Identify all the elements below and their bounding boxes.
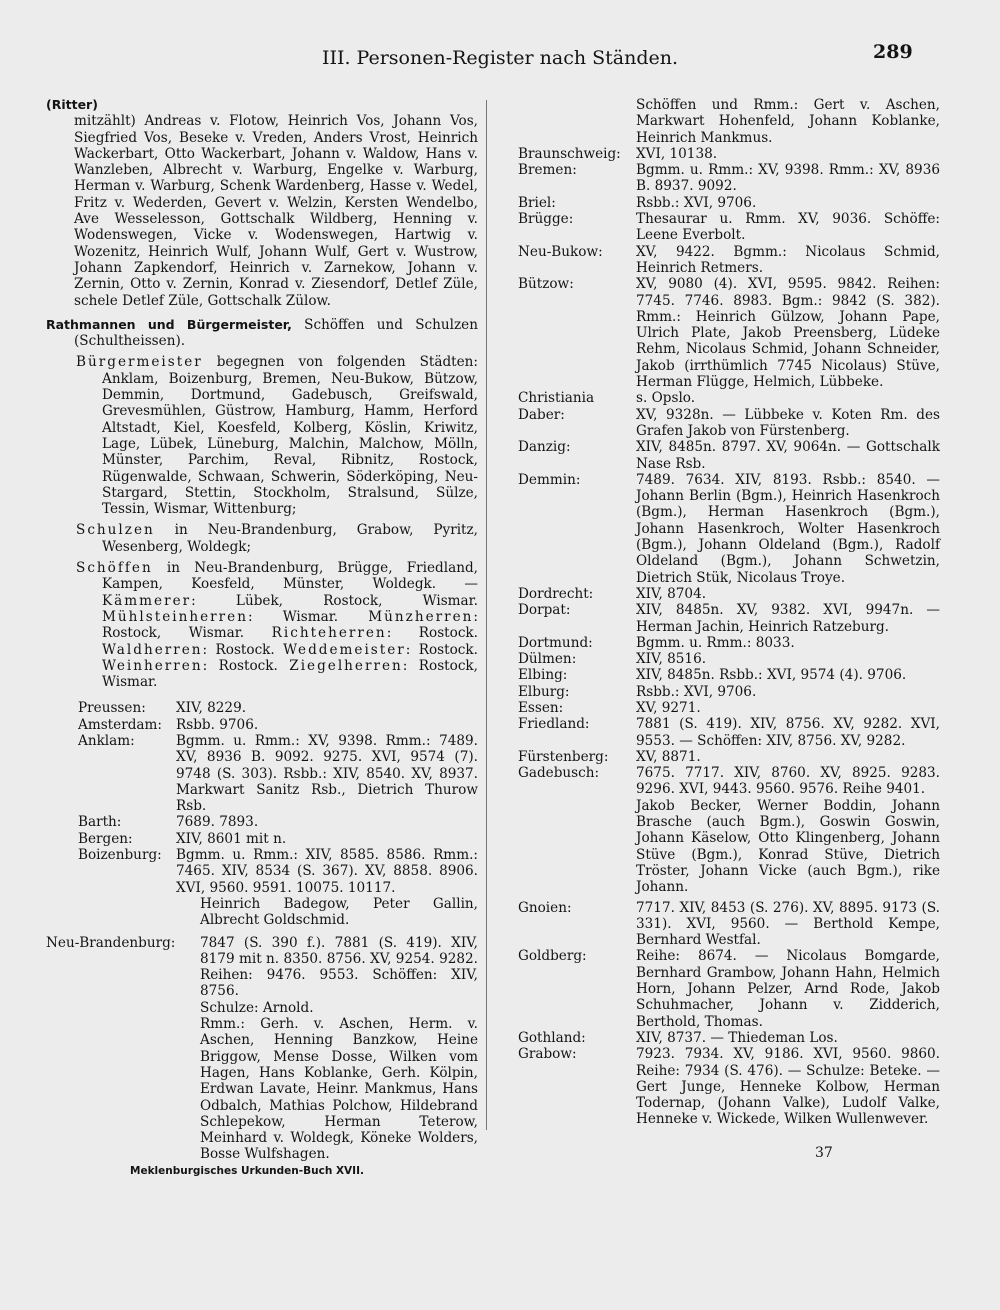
city-entry (518, 244, 940, 277)
city-name: Gothland: (518, 1029, 586, 1046)
city-entry (518, 146, 940, 162)
schulzen-paragraph (76, 522, 478, 555)
city-entry (46, 814, 478, 830)
rathmannen-heading (46, 317, 478, 350)
weddemeister-text: : Rostock. (405, 641, 478, 658)
richteherren-text: : Rostock. (386, 625, 478, 642)
city-name: Dorpat: (518, 602, 571, 619)
city-name: Bremen: (518, 162, 577, 179)
city-name: Elbing: (518, 667, 568, 684)
schoeffen-label: Schöffen (76, 560, 153, 577)
ritter-label: (Ritter) (46, 97, 98, 112)
city-entry (46, 700, 478, 716)
muehlsteinherren-text: : Wismar. (247, 608, 339, 625)
city-entry (518, 439, 940, 472)
city-entry (518, 667, 940, 683)
city-entry (518, 684, 940, 700)
city-entry (46, 733, 478, 814)
city-entry (518, 765, 940, 798)
city-text: XIV, 8485n. 8797. XV, 9064n. — Gottschalk Nase Rsb. (636, 439, 940, 472)
neubrandenburg-schulze: Schulze: Arnold. (200, 999, 314, 1016)
city-text: XV, 9328n. — Lübbeke v. Koten Rm. des Grafen Jakob von Fürstenberg. (636, 406, 940, 439)
buergermeister-text: begegnen von folgenden Städten: Anklam, Boizenburg, Bremen, Neu-Bukow, Bützow, Demmin, Dortmund, Gadebusch, Greifswald, Grevesmühlen, Güstrow, Hamburg, Hamm, Herford Altstadt, Kiel, Koesfeld, Kolberg, Köslin, Kriwitz, Lage, Lübek, Lüneburg, Malchin, Malchow, Mölln, Münster, Parchim, Reval, Ribnitz, Rostock, Rügenwalde, Schwaan, Schwerin, Söderköping, Neu-Stargard, Stettin, Stockholm, Stralsund, Sülze, Tessin, Wismar, Wittenburg; (102, 354, 478, 518)
city-text: Bgmm. u. Rmm.: XV, 9398. Rmm.: 7489. XV, 8936 B. 9092. 9275. XVI, 9574 (7). 9748 (S. 303). Rsbb.: XIV, 8540. XV, 8937. Markwart Sanitz Rsb., Dietrich Thurow Rsb. (176, 732, 478, 815)
city-entry (518, 635, 940, 651)
city-name: Neu-Brandenburg: (46, 934, 176, 951)
city-text: Rsbb. 9706. (176, 716, 259, 733)
city-entry (46, 935, 478, 1000)
city-name: Anklam: (78, 732, 135, 749)
city-name: Dordrecht: (518, 585, 594, 602)
city-name: Gadebusch: (518, 765, 600, 782)
city-name: Brügge: (518, 211, 574, 228)
rathmannen-section (46, 317, 478, 350)
city-text: Reihe: 8674. — Nicolaus Bomgarde, Bernhard Grambow, Johann Hahn, Helmich Horn, Johann Pelzer, Arnd Rode, Jakob Schuhmacher, Johann v. Zidderich, Berthold, Thomas. (636, 948, 940, 1030)
rathmannen-heading-rest: Schöffen und Schulzen (Schultheissen). (74, 316, 478, 350)
city-text: XIV, 8229. (176, 700, 247, 717)
spacer (46, 690, 478, 700)
city-name: Dortmund: (518, 634, 593, 651)
city-text: XV, 9080 (4). XVI, 9595. 9842. Reihen: 7745. 7746. 8983. Bgm.: 9842 (S. 382). Rmm.: Heinrich Gülzow, Johann Pape, Ulrich Plate, Jakob Preensberg, Lüdeke Rehm, Nicolaus Schmid, Johann Schneider, Jakob (irrthümlich 7745 Nicolaus) Stüve, Herman Flügge, Helmich, Lübbeke. (636, 276, 940, 391)
city-name: Daber: (518, 406, 565, 423)
city-text: XIV, 8485n. XV, 9382. XVI, 9947n. — Herman Jachin, Heinrich Ratzeburg. (636, 602, 940, 635)
city-text: Bgmm. u. Rmm.: XIV, 8585. 8586. Rmm.: 7465. XIV, 8534 (S. 367). XV, 8858. 8906. XVI, 9560. 9591. 10075. 10117. (176, 847, 478, 896)
city-name: Preussen: (78, 700, 146, 717)
city-name: Neu-Bukow: (518, 243, 603, 260)
ritter-text: mitzählt) Andreas v. Flotow, Heinrich Vos, Johann Vos, Siegfried Vos, Beseke v. Vreden, Anders Vrost, Heinrich Wackerbart, Otto Wackerbart, Johann v. Waldow, Hans v. Wanzleben, Albrecht v. Warburg, Engelke v. Warburg, Herman v. Warburg, Schenk Wardenberg, Hasse v. Wedel, Fritz v. Wederden, Gevert v. Welzin, Kersten Wendelbo, Ave Wesselesson, Gottschalk Wildberg, Henning v. Wodenswegen, Vicke v. Wodenswegen, Hartwig v. Wozenitz, Heinrich Wulf, Johann Wulf, Gert v. Wustrow, Johann Zapkendorf, Heinrich v. Zarnekow, Johann v. Zernin, Otto v. Zernin, Konrad v. Ziesendorf, Detlef Züle, schele Detlef Züle, Gottschalk Zülow. (74, 113, 478, 309)
city-entry (518, 586, 940, 602)
schulzen-text: in Neu-Brandenburg, Grabow, Pyritz, Wesenberg, Woldegk; (102, 522, 478, 555)
city-text: XIV, 8516. (636, 651, 707, 668)
city-text: 7489. 7634. XIV, 8193. Rsbb.: 8540. — Johann Berlin (Bgm.), Heinrich Hasenkroch (Bgm.), Herman Hasenkroch (Bgm.), Johann Hasenkroch, Wolter Hasenkroch (Bgm.), Johann Oldeland (Bgm.), Radolf Oldeland (Bgm.), Johann Schwetzin, Dietrich Stük, Nicolaus Troye. (636, 471, 940, 586)
buergermeister-paragraph (76, 354, 478, 517)
city-name: Elburg: (518, 683, 570, 700)
city-name: Friedland: (518, 716, 590, 733)
city-entry (518, 716, 940, 749)
city-name: Dülmen: (518, 651, 577, 668)
ziegelherren-label: Ziegelherren (289, 657, 403, 674)
city-entry (518, 900, 940, 949)
city-name: Gnoien: (518, 899, 572, 916)
city-entry (46, 831, 478, 847)
city-text: Rsbb.: XVI, 9706. (636, 683, 757, 700)
page-number: 289 (873, 41, 913, 63)
city-text: XIV, 8485n. Rsbb.: XVI, 9574 (4). 9706. (636, 667, 907, 684)
city-text: 7847 (S. 390 f.). 7881 (S. 419). XIV, 8179 mit n. 8350. 8756. XV, 9254. 9282. Reihen: 9476. 9553. Schöffen: XIV, 8756. (200, 934, 478, 1000)
city-entry (518, 1030, 940, 1046)
city-text: XIV, 8601 mit n. (176, 830, 287, 847)
city-name: Demmin: (518, 471, 581, 488)
boizenburg-continuation: Heinrich Badegow, Peter Gallin, Albrecht Goldschmid. (200, 895, 478, 929)
right-column (518, 97, 940, 1128)
city-name: Essen: (518, 699, 564, 716)
city-entry (518, 195, 940, 211)
ziegelherren-text: : Rostock, Wismar. (102, 657, 478, 691)
waldherren-label: Waldherren (102, 641, 203, 658)
city-name: Barth: (78, 814, 122, 831)
city-text: XIV, 8737. — Thiedeman Los. (636, 1029, 838, 1046)
city-text: Thesaurar u. Rmm. XV, 9036. Schöffe: Leene Everbolt. (636, 211, 940, 244)
city-name: Amsterdam: (78, 716, 162, 733)
column-divider (486, 100, 487, 1130)
weinherren-text: : Rostock. (202, 657, 278, 674)
rathmannen-heading-title: Rathmannen und Bürgermeister, (46, 316, 292, 332)
weinherren-label: Weinherren (102, 657, 203, 674)
city-text: Rsbb.: XVI, 9706. (636, 194, 757, 211)
city-text: 7923. 7934. XV, 9186. XVI, 9560. 9860. Reihe: 7934 (S. 476). — Schulze: Beteke. — Gert Junge, Henneke Kolbow, Herman Todernap, (Johann Valke), Ludolf Valke, Henneke v. Wickede, Wilken Wullenwever. (636, 1046, 940, 1128)
city-entry (518, 211, 940, 244)
city-text: XV, 9422. Bgmm.: Nicolaus Schmid, Heinrich Retmers. (636, 243, 940, 276)
city-text: XV, 9271. (636, 699, 701, 716)
city-text: XIV, 8704. (636, 585, 707, 602)
city-name: Bützow: (518, 276, 574, 293)
city-entry (518, 651, 940, 667)
city-name: Boizenburg: (78, 847, 162, 864)
city-name: Bergen: (78, 830, 133, 847)
waldherren-text: : Rostock. (202, 641, 275, 658)
city-name: Goldberg: (518, 948, 587, 965)
city-entry (518, 948, 940, 1029)
city-entry (518, 602, 940, 635)
city-entry (46, 847, 478, 896)
office-list (76, 354, 478, 690)
gadebusch-continuation: Jakob Becker, Werner Boddin, Johann Brasche (auch Bgm.), Goswin Goswin, Johann Käselow, Otto Klingenberg, Johann Stüve (Bgm.), Konrad Stüve, Dietrich Tröster, Johann Vicke (auch Bgm.), rike Johann. (636, 797, 940, 896)
muehlsteinherren-label: Mühlsteinherren (102, 608, 248, 625)
right-intro: Schöffen und Rmm.: Gert v. Aschen, Markwart Hohenfeld, Johann Koblanke, Heinrich Mankmus. (636, 97, 940, 146)
city-text: XV, 8871. (636, 748, 701, 765)
city-name: Christiania (518, 390, 595, 407)
city-text: XVI, 10138. (636, 145, 718, 162)
city-text: Bgmm. u. Rmm.: XV, 9398. Rmm.: XV, 8936 B. 8937. 9092. (636, 162, 940, 195)
richteherren-label: Richteherren (271, 625, 387, 642)
muenzherren-text: : Rostock, Wismar. (102, 608, 479, 642)
schoeffen-text: in Neu-Brandenburg, Brügge, Friedland, Kampen, Koesfeld, Münster, Woldegk. — (102, 560, 478, 593)
city-entry (518, 1046, 940, 1127)
schulzen-label: Schulzen (76, 522, 155, 539)
city-name: Danzig: (518, 439, 571, 456)
city-entry (46, 717, 478, 733)
footer-title: Meklenburgisches Urkunden-Buch XVII. (130, 1165, 364, 1177)
city-text: s. Opslo. (636, 390, 696, 407)
buergermeister-label: Bürgermeister (76, 354, 203, 371)
city-text: 7675. 7717. XIV, 8760. XV, 8925. 9283. 9296. XVI, 9443. 9560. 9576. Reihe 9401. (636, 765, 940, 798)
city-name: Grabow: (518, 1046, 577, 1063)
schoeffen-paragraph (76, 560, 478, 690)
city-name: Braunschweig: (518, 145, 621, 162)
city-entry (518, 407, 940, 440)
city-text: 7717. XIV, 8453 (S. 276). XV, 8895. 9173 (S. 331). XVI, 9560. — Berthold Kempe, Bernhard Westfal. (636, 899, 940, 949)
kaemmerer-label: Kämmerer (102, 592, 192, 609)
city-entry (518, 390, 940, 406)
city-text: 7881 (S. 419). XIV, 8756. XV, 9282. XVI, 9553. — Schöffen: XIV, 8756. XV, 9282. (636, 716, 940, 749)
city-entry (518, 472, 940, 586)
neubrandenburg-rmm: Rmm.: Gerh. v. Aschen, Herm. v. Aschen, Henning Banzkow, Heine Briggow, Mense Dosse, Wilken vom Hagen, Hans Koblanke, Gerh. Kölpin, Erdwan Lavate, Heinr. Mankmus, Hans Odbalch, Mathias Polchow, Hildebrand Schlepekow, Herman Teterow, Meinhard v. Woldegk, Köneke Wolders, Bosse Wulfshagen. (200, 1016, 478, 1163)
city-name: Briel: (518, 194, 556, 211)
left-column (46, 97, 478, 1163)
weddemeister-label: Weddemeister (283, 641, 406, 658)
city-text: 7689. 7893. (176, 814, 259, 831)
city-name: Fürstenberg: (518, 748, 609, 765)
signature-mark: 37 (815, 1145, 833, 1161)
city-text: Bgmm. u. Rmm.: 8033. (636, 634, 795, 651)
kaemmerer-text: : Lübek, Rostock, Wismar. (191, 592, 478, 609)
city-entry (518, 276, 940, 390)
city-entry (518, 162, 940, 195)
muenzherren-label: Münzherren (368, 608, 474, 625)
page-title: III. Personen-Register nach Ständen. (321, 47, 679, 69)
city-entry (518, 749, 940, 765)
city-entry (518, 700, 940, 716)
